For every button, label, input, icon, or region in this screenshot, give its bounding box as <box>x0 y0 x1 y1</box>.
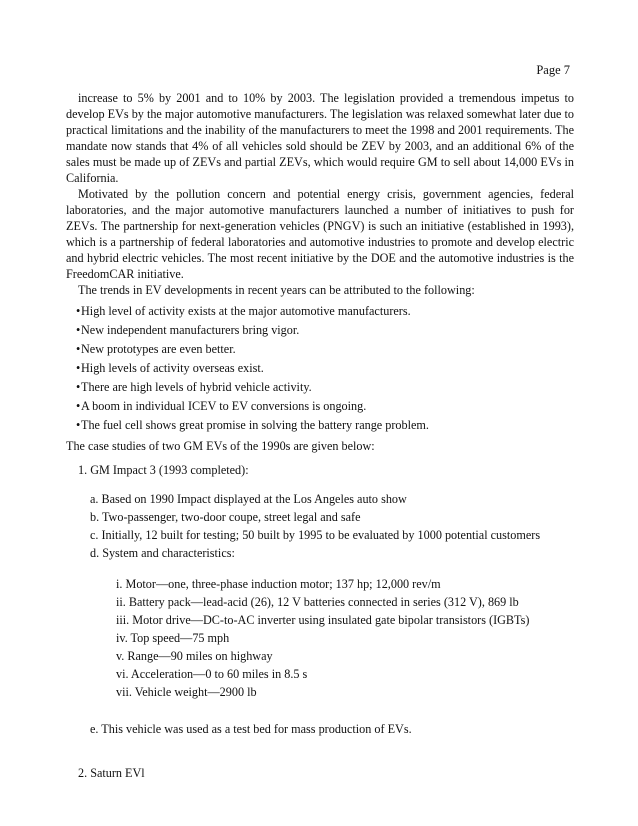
paragraph-zev-mandate: increase to 5% by 2001 and to 10% by 2003. The legislation provided a tremendous impetus to develop EVs by the major automotive manufacturers. The legislation was relaxed somewhat later due to practical limitations and the inability of the manufacturers to meet the 1998 and 2001 requirements. The mandate now stands that 4% of all vehicles sold should be ZEV by 2003, and an additional 6% of the sales must be made up of ZEVs and partial ZEVs, which would require GM to sell about 14,000 EVs in California. <box>66 91 574 185</box>
paragraph-initiatives: Motivated by the pollution concern and potential energy crisis, government agencies, federal laboratories, and the major automotive manufacturers launched a number of initiatives to push for ZEVs. The partnership for next-generation vehicles (PNGV) is such an initiative (established in 1993), which is a partnership of federal laboratories and automotive industries to promote and develop electric and hybrid electric vehicles. The most recent initiative by the DOE and the automotive industries is the FreedomCAR initiative. <box>66 187 574 281</box>
case-studies-intro: The case studies of two GM EVs of the 1990s are given below: <box>66 439 375 453</box>
list-item: •High levels of activity overseas exist. <box>76 361 264 375</box>
case-heading-gm-impact: 1. GM Impact 3 (1993 completed): <box>78 463 249 477</box>
list-item: •New independent manufacturers bring vigor. <box>76 323 300 337</box>
list-item: i. Motor—one, three-phase induction motor; 137 hp; 12,000 rev/m <box>116 577 441 591</box>
list-item: ii. Battery pack—lead-acid (26), 12 V batteries connected in series (312 V), 869 lb <box>116 595 519 609</box>
trend-bullet-list <box>76 303 574 433</box>
list-item: v. Range—90 miles on highway <box>116 649 273 663</box>
list-item: iv. Top speed—75 mph <box>116 631 230 645</box>
list-item: •High level of activity exists at the major automotive manufacturers. <box>76 304 411 318</box>
list-item: •There are high levels of hybrid vehicle activity. <box>76 380 312 394</box>
impact-details-list <box>90 491 574 562</box>
list-item: iii. Motor drive—DC-to-AC inverter using insulated gate bipolar transistors (IGBTs) <box>116 613 530 627</box>
impact-test-bed-note: e. This vehicle was used as a test bed for mass production of EVs. <box>90 722 412 736</box>
page-number: Page 7 <box>536 63 570 77</box>
body-text <box>66 90 574 781</box>
list-item: c. Initially, 12 built for testing; 50 built by 1995 to be evaluated by 1000 potential customers <box>90 528 541 542</box>
list-item: d. System and characteristics: <box>90 546 235 560</box>
list-item: b. Two-passenger, two-door coupe, street legal and safe <box>90 510 361 524</box>
list-item: vi. Acceleration—0 to 60 miles in 8.5 s <box>116 667 308 681</box>
bullet-icon: • <box>76 380 81 394</box>
list-item: •A boom in individual ICEV to EV conversions is ongoing. <box>76 399 367 413</box>
bullet-icon: • <box>76 304 81 318</box>
list-item: •New prototypes are even better. <box>76 342 236 356</box>
paragraph-trends-intro: The trends in EV developments in recent years can be attributed to the following: <box>78 283 475 297</box>
bullet-icon: • <box>76 418 81 432</box>
list-item: •The fuel cell shows great promise in solving the battery range problem. <box>76 418 429 432</box>
system-characteristics-list <box>116 576 574 701</box>
list-item: a. Based on 1990 Impact displayed at the Los Angeles auto show <box>90 492 407 506</box>
bullet-icon: • <box>76 399 81 413</box>
bullet-icon: • <box>76 361 81 375</box>
bullet-icon: • <box>76 342 81 356</box>
case-heading-saturn: 2. Saturn EVl <box>78 766 145 780</box>
bullet-icon: • <box>76 323 81 337</box>
list-item: vii. Vehicle weight—2900 lb <box>116 685 257 699</box>
